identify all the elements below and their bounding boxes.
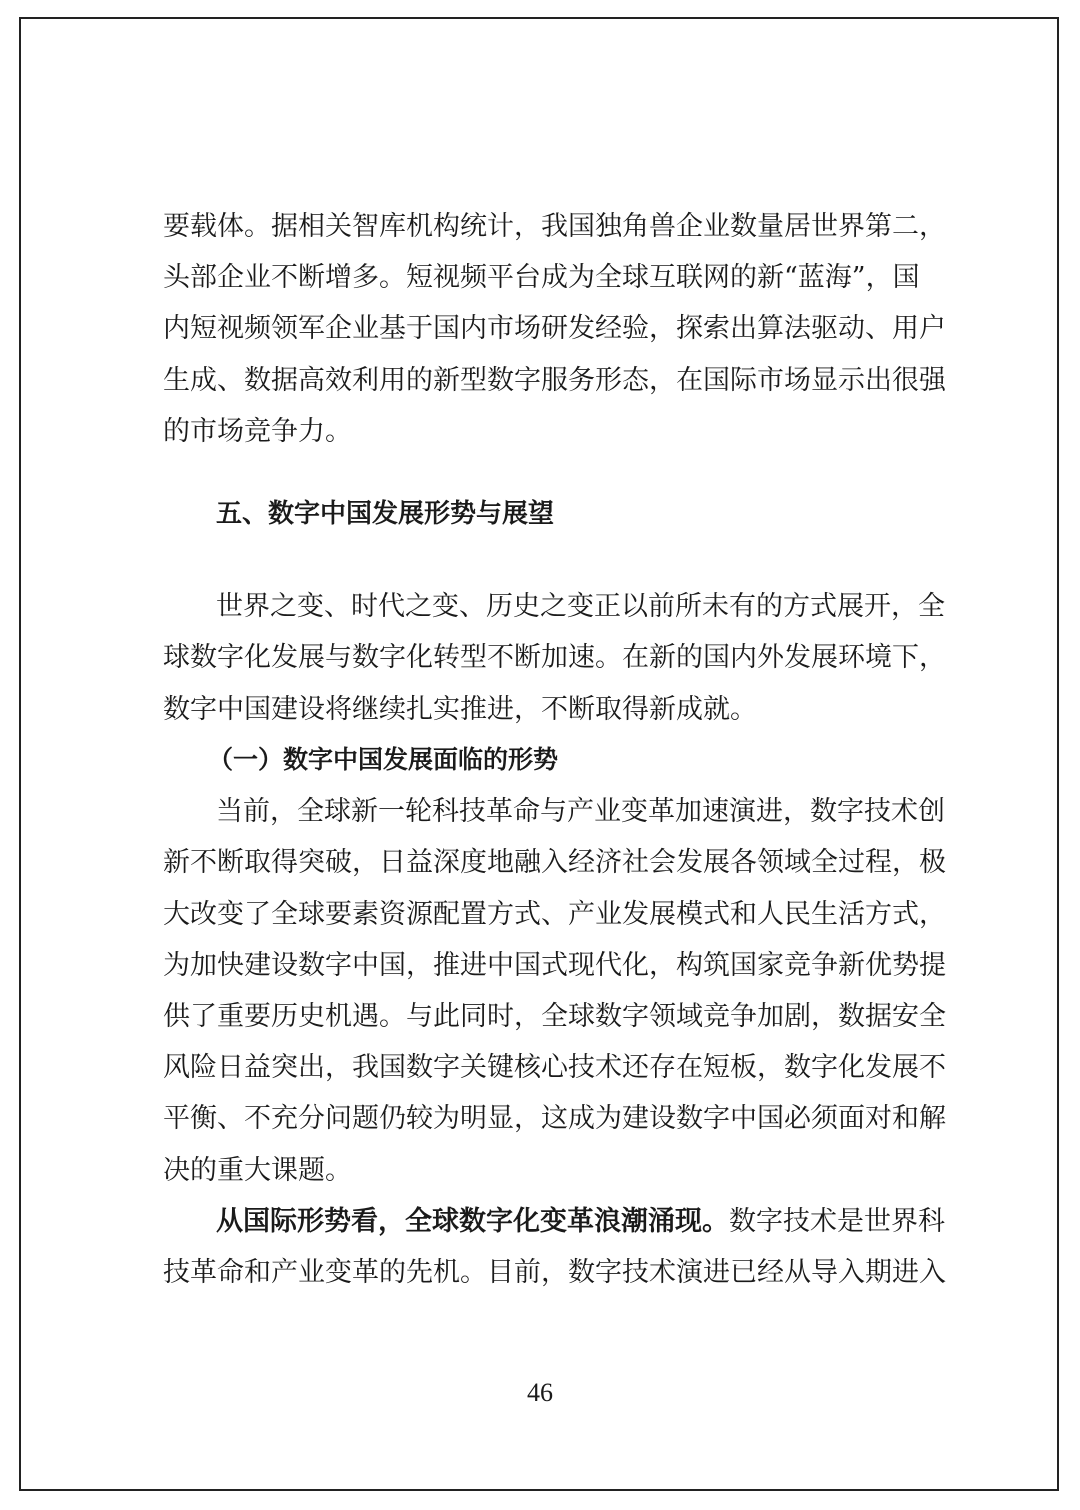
paragraph-line: 要载体。据相关智库机构统计，我国独角兽企业数量居世界第二， (163, 211, 946, 242)
page-number: 46 (527, 1378, 553, 1407)
paragraph-line: 生成、数据高效利用的新型数字服务形态，在国际市场显示出很强 (163, 365, 946, 396)
paragraph-line: 数字中国建设将继续扎实推进，不断取得新成就。 (163, 694, 757, 725)
paragraph-line: 大改变了全球要素资源配置方式、产业发展模式和人民生活方式， (163, 899, 946, 930)
paragraph-line: 决的重大课题。 (163, 1155, 352, 1186)
paragraph-line: 球数字化发展与数字化转型不断加速。在新的国内外发展环境下， (163, 642, 946, 673)
paragraph-line: 内短视频领军企业基于国内市场研发经验，探索出算法驱动、用户 (163, 313, 946, 344)
paragraph-line (216, 1202, 945, 1242)
paragraph-line: 当前，全球新一轮科技革命与产业变革加速演进，数字技术创 (216, 796, 945, 827)
paragraph-line: 技革命和产业变革的先机。目前，数字技术演进已经从导入期进入 (163, 1257, 946, 1288)
paragraph-line: 供了重要历史机遇。与此同时，全球数字领域竞争加剧，数据安全 (163, 1001, 946, 1032)
paragraph-line: 风险日益突出，我国数字关键核心技术还存在短板，数字化发展不 (163, 1052, 946, 1083)
paragraph-line: 新不断取得突破，日益深度地融入经济社会发展各领域全过程，极 (163, 847, 946, 878)
paragraph-line: 平衡、不充分问题仍较为明显，这成为建设数字中国必须面对和解 (163, 1103, 946, 1134)
paragraph-line: 头部企业不断增多。短视频平台成为全球互联网的新“蓝海”，国 (163, 262, 920, 293)
section-heading: 五、数字中国发展形势与展望 (216, 499, 555, 529)
paragraph-line: 世界之变、时代之变、历史之变正以前所未有的方式展开，全 (216, 591, 945, 622)
paragraph-line: 为加快建设数字中国，推进中国式现代化，构筑国家竞争新优势提 (163, 950, 946, 981)
paragraph-line: 的市场竞争力。 (163, 416, 352, 447)
bold-lead-sentence: 从国际形势看，全球数字化变革浪潮涌现。 (216, 1206, 729, 1237)
subsection-heading: （一）数字中国发展面临的形势 (208, 745, 559, 774)
paragraph-text: 数字技术是世界科 (729, 1206, 945, 1237)
